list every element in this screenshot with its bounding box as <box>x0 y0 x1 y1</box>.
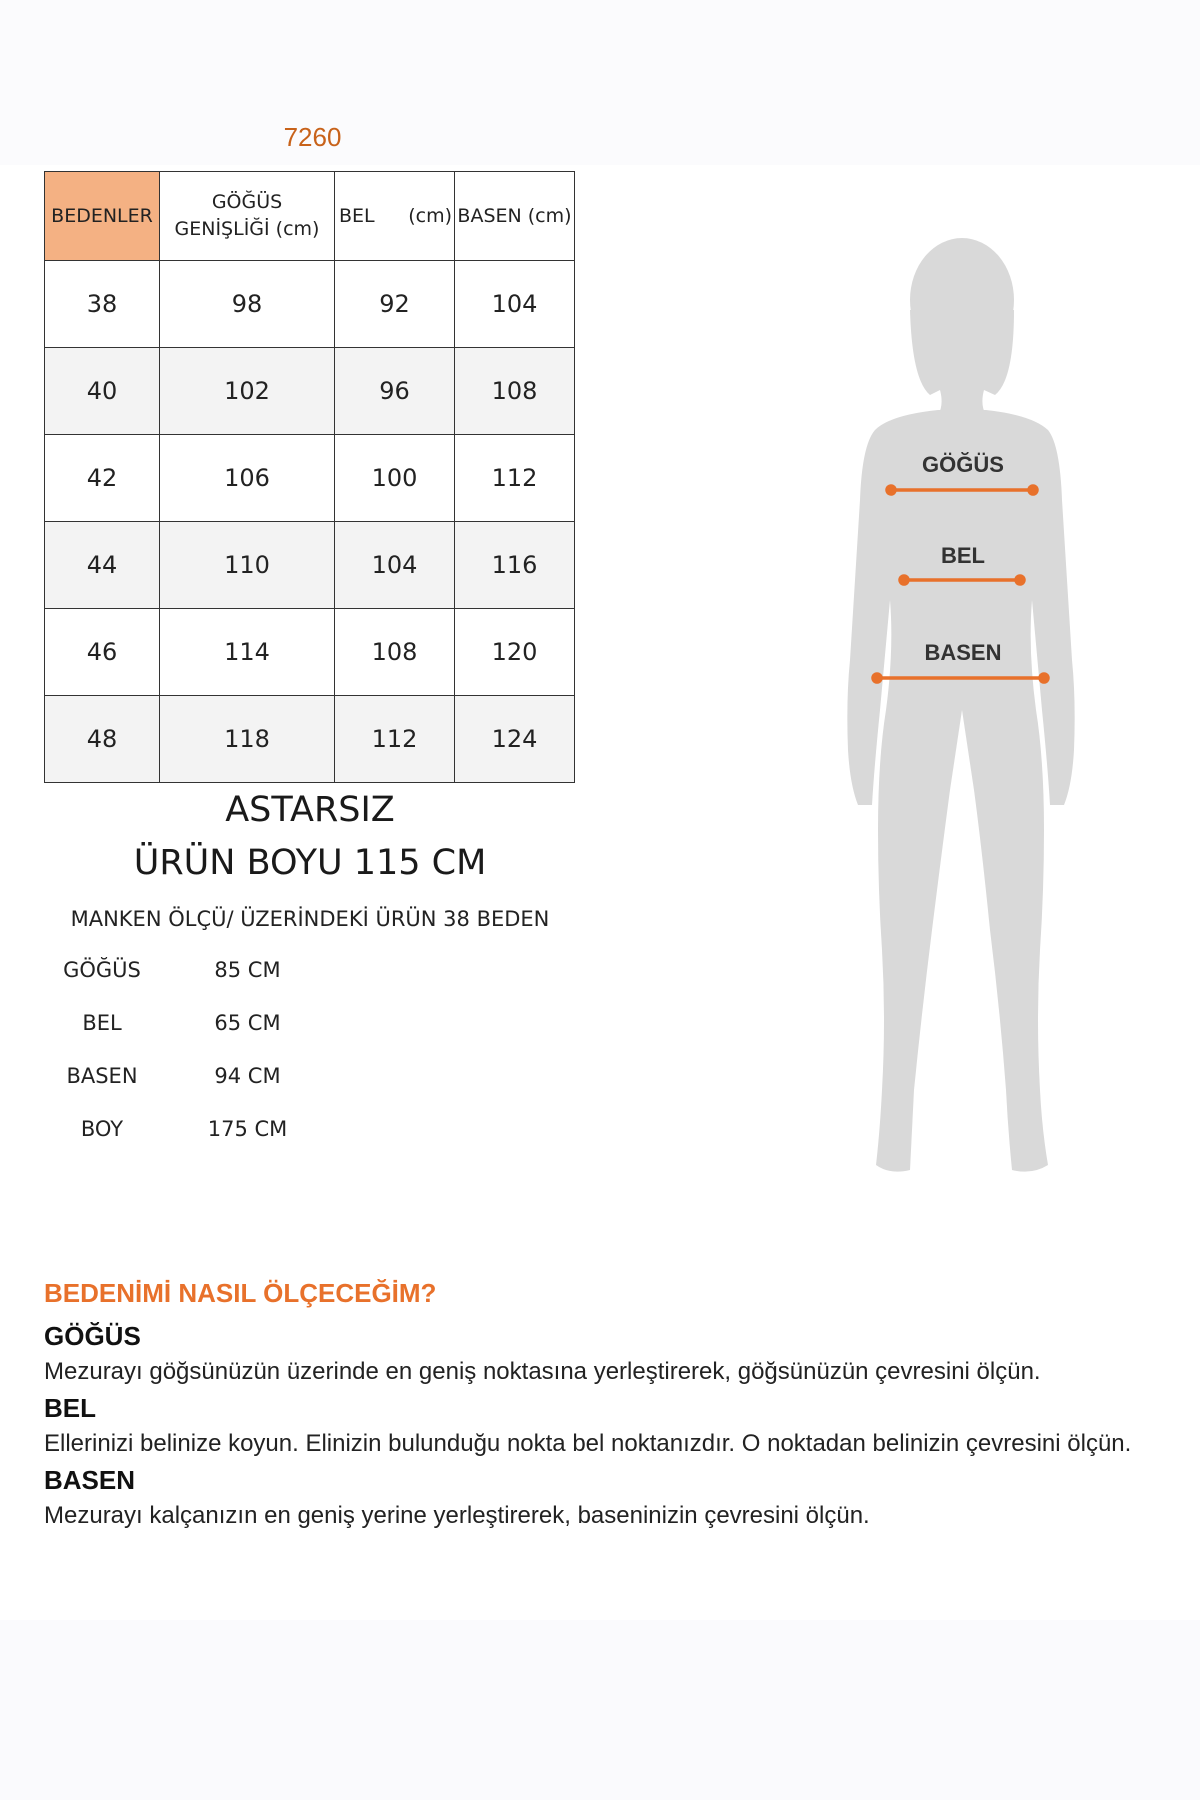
table-row <box>45 696 575 783</box>
figure-label-chest: GÖĞÜS <box>922 452 1004 477</box>
product-length-note: ÜRÜN BOYU 115 CM <box>133 843 487 883</box>
cell-hip: 124 <box>455 696 575 783</box>
header-hip: BASEN (cm) <box>455 172 575 261</box>
body-silhouette-icon <box>820 230 1120 1190</box>
cell-waist: 112 <box>335 696 455 783</box>
guide-chest-heading: GÖĞÜS <box>44 1321 141 1351</box>
cell-hip: 104 <box>455 261 575 348</box>
model-measure-value: 85 CM <box>214 958 281 982</box>
model-size-note: MANKEN ÖLÇÜ/ ÜZERİNDEKİ ÜRÜN 38 BEDEN <box>70 907 550 931</box>
header-waist-unit: (cm) <box>408 204 452 227</box>
guide-waist-text: Ellerinizi belinize koyun. Elinizin bulunduğu nokta bel noktanızdır. O noktadan belinizin çevresini ölçün. <box>44 1430 1132 1457</box>
measurement-guide <box>44 1278 1164 1537</box>
table-row <box>45 522 575 609</box>
guide-hip-text: Mezurayı kalçanızın en geniş yerine yerleştirerek, baseninizin çevresini ölçün. <box>44 1502 870 1529</box>
cell-hip: 116 <box>455 522 575 609</box>
model-measure-row <box>44 1011 444 1041</box>
guide-hip-heading: BASEN <box>44 1465 136 1495</box>
cell-chest: 114 <box>160 609 335 696</box>
figure-label-waist: BEL <box>941 543 985 568</box>
model-measure-label: BOY <box>80 1117 124 1141</box>
guide-chest-text: Mezurayı göğsünüzün üzerinde en geniş noktasına yerleştirerek, göğsünüzün çevresini ölçün. <box>44 1358 1041 1385</box>
header-chest-line1: GÖĞÜS <box>211 191 283 213</box>
cell-chest: 98 <box>160 261 335 348</box>
cell-size: 48 <box>45 696 160 783</box>
figure-label-hip: BASEN <box>924 640 1002 665</box>
lining-note: ASTARSIZ <box>225 790 395 830</box>
product-code: 7260 <box>283 122 342 152</box>
cell-chest: 110 <box>160 522 335 609</box>
table-row <box>45 261 575 348</box>
header-waist <box>335 172 455 261</box>
body-figure <box>820 230 1120 1195</box>
header-chest-line2: GENİŞLİĞİ (cm) <box>174 218 320 240</box>
table-row <box>45 435 575 522</box>
table-row <box>45 609 575 696</box>
size-table <box>44 171 575 783</box>
model-measure-row <box>44 1064 444 1094</box>
cell-hip: 120 <box>455 609 575 696</box>
cell-chest: 118 <box>160 696 335 783</box>
header-chest <box>160 172 335 261</box>
model-measure-label: GÖĞÜS <box>63 958 141 982</box>
model-measure-value: 65 CM <box>214 1011 281 1035</box>
model-measure-label: BASEN <box>66 1064 138 1088</box>
table-row <box>45 348 575 435</box>
cell-hip: 112 <box>455 435 575 522</box>
cell-waist: 104 <box>335 522 455 609</box>
guide-title: BEDENİMİ NASIL ÖLÇECEĞİM? <box>44 1278 437 1308</box>
bottom-band <box>0 1620 1200 1800</box>
cell-waist: 100 <box>335 435 455 522</box>
cell-waist: 96 <box>335 348 455 435</box>
cell-size: 46 <box>45 609 160 696</box>
model-measure-label: BEL <box>82 1011 122 1035</box>
cell-chest: 106 <box>160 435 335 522</box>
cell-size: 42 <box>45 435 160 522</box>
cell-hip: 108 <box>455 348 575 435</box>
model-measure-value: 175 CM <box>207 1117 288 1141</box>
header-waist-label: BEL <box>339 204 375 227</box>
cell-chest: 102 <box>160 348 335 435</box>
cell-size: 44 <box>45 522 160 609</box>
header-sizes: BEDENLER <box>45 172 160 261</box>
guide-waist-heading: BEL <box>44 1393 96 1423</box>
cell-size: 40 <box>45 348 160 435</box>
cell-waist: 92 <box>335 261 455 348</box>
model-measure-row <box>44 1117 444 1147</box>
cell-size: 38 <box>45 261 160 348</box>
model-measure-row <box>44 958 444 988</box>
size-table-header-row <box>45 172 575 261</box>
cell-waist: 108 <box>335 609 455 696</box>
model-measure-value: 94 CM <box>214 1064 281 1088</box>
